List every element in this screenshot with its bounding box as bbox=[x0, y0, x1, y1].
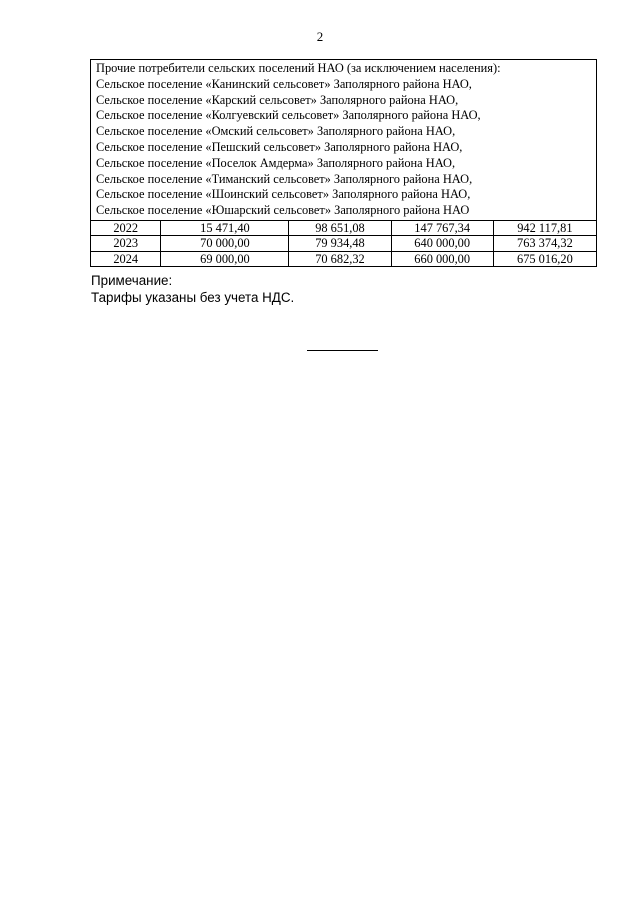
consumer-group-heading: Прочие потребители сельских поселений НАО (за исключением населения): bbox=[96, 61, 501, 75]
value-cell: 942 117,81 bbox=[493, 220, 596, 236]
consumer-group-cell bbox=[91, 60, 597, 221]
value-cell: 70 000,00 bbox=[161, 236, 289, 252]
settlement-line: Сельское поселение «Поселок Амдерма» Заполярного района НАО, bbox=[96, 155, 456, 170]
value-cell: 660 000,00 bbox=[391, 251, 493, 267]
value-cell: 763 374,32 bbox=[493, 236, 596, 252]
table-row bbox=[91, 220, 597, 236]
settlement-line: Сельское поселение «Юшарский сельсовет» Заполярного района НАО bbox=[96, 203, 470, 218]
settlement-line: Сельское поселение «Карский сельсовет» Заполярного района НАО, bbox=[96, 92, 459, 107]
table-row bbox=[91, 236, 597, 252]
settlement-line: Сельское поселение «Канинский сельсовет» Заполярного района НАО, bbox=[96, 76, 472, 91]
settlement-line: Сельское поселение «Пешский сельсовет» Заполярного района НАО, bbox=[96, 139, 463, 154]
value-cell: 147 767,34 bbox=[391, 220, 493, 236]
value-cell: 15 471,40 bbox=[161, 220, 289, 236]
tariff-table bbox=[90, 59, 597, 267]
note-block bbox=[91, 272, 294, 306]
value-cell: 69 000,00 bbox=[161, 251, 289, 267]
note-heading: Примечание: bbox=[91, 273, 173, 288]
value-cell: 79 934,48 bbox=[289, 236, 391, 252]
page-number: 2 bbox=[316, 29, 324, 44]
settlement-line: Сельское поселение «Омский сельсовет» Заполярного района НАО, bbox=[96, 124, 456, 139]
consumer-group-row bbox=[91, 60, 597, 221]
year-cell: 2024 bbox=[91, 251, 161, 267]
value-cell: 98 651,08 bbox=[289, 220, 391, 236]
value-cell: 70 682,32 bbox=[289, 251, 391, 267]
settlement-line: Сельское поселение «Колгуевский сельсовет» Заполярного района НАО, bbox=[96, 108, 481, 123]
value-cell: 675 016,20 bbox=[493, 251, 596, 267]
note-text: Тарифы указаны без учета НДС. bbox=[91, 290, 295, 305]
settlement-line: Сельское поселение «Шоинский сельсовет» Заполярного района НАО, bbox=[96, 187, 471, 202]
year-cell: 2022 bbox=[91, 220, 161, 236]
year-cell: 2023 bbox=[91, 236, 161, 252]
settlement-line: Сельское поселение «Тиманский сельсовет» Заполярного района НАО, bbox=[96, 171, 473, 186]
table-row bbox=[91, 251, 597, 267]
end-divider bbox=[307, 350, 378, 351]
value-cell: 640 000,00 bbox=[391, 236, 493, 252]
